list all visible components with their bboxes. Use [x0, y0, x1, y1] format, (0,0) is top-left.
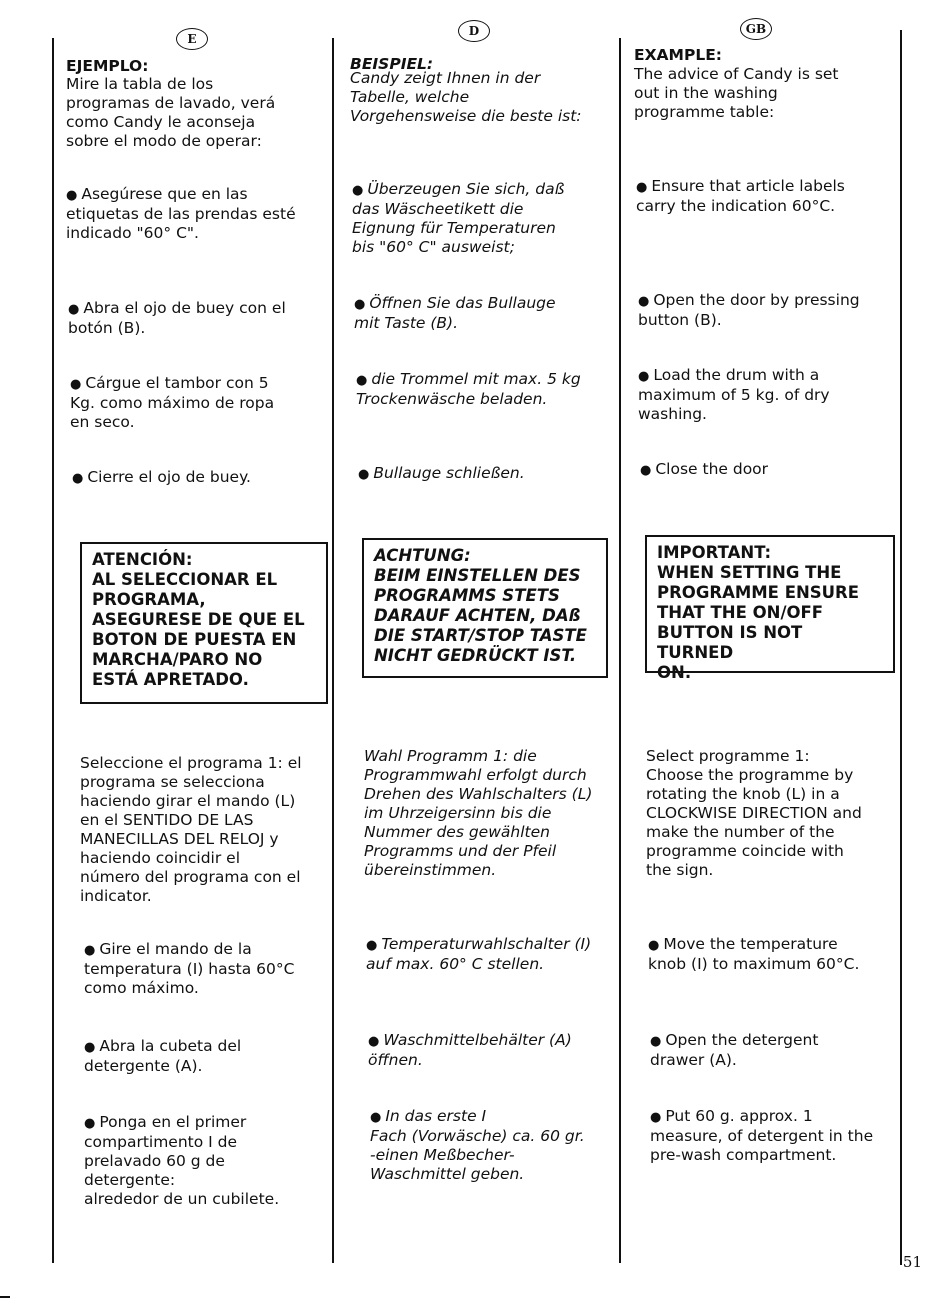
de-select-programme: Wahl Programm 1: die Programmwahl erfolgt durch Drehen des Wahlschalters (L) im Uhrzeigersinn bis die Nummer des gewählten Programms und der Pfeil übereinstimmen.: [364, 747, 593, 879]
gb-select-programme: Select programme 1: Choose the programme by rotating the knob (L) in a CLOCKWISE DIRECTION and make the number of the programme coincide with the sign.: [646, 747, 862, 879]
gb-bullet-prewash: ● Put 60 g. approx. 1 measure, of detergent in the pre-wash compartment.: [650, 1107, 873, 1165]
es-bullet-load-drum: ● Cárgue el tambor con 5 Kg. como máximo de ropa en seco.: [70, 374, 274, 432]
es-select-programme: Seleccione el programa 1: el programa se selecciona haciendo girar el mando (L) en el SENTIDO DE LAS MANECILLAS DEL RELOJ y haciendo coincidir el número del programa con el indicator.: [80, 754, 302, 905]
es-intro: Mire la tabla de los programas de lavado, verá como Candy le aconseja sobre el modo de operar:: [66, 75, 276, 150]
de-bullet-prewash: ● In das erste I Fach (Vorwäsche) ca. 60 gr. -einen Meßbecher- Waschmittel geben.: [370, 1107, 585, 1184]
de-bullet-close-door: ● Bullauge schließen.: [358, 464, 525, 484]
es-bullet-prewash: ● Ponga en el primer compartimento I de prelavado 60 g de detergente: alrededor de un cubilete.: [84, 1113, 279, 1209]
de-bullet-labels: ● Überzeugen Sie sich, daß das Wäscheetikett die Eignung für Temperaturen bis "60° C" ausweist;: [352, 180, 564, 257]
column-rule-mid-right: [619, 38, 621, 1263]
es-bullet-close-door: ● Cierre el ojo de buey.: [72, 468, 251, 488]
gb-bullet-load-drum: ● Load the drum with a maximum of 5 kg. of dry washing.: [638, 366, 830, 424]
gb-bullet-detergent-drawer: ● Open the detergent drawer (A).: [650, 1031, 818, 1070]
es-bullet-detergent-drawer: ● Abra la cubeta del detergente (A).: [84, 1037, 241, 1076]
language-badge-gb: GB: [740, 18, 772, 40]
de-heading: BEISPIEL:: [350, 55, 434, 73]
gb-bullet-close-door: ● Close the door: [640, 460, 768, 480]
es-heading: EJEMPLO:: [66, 57, 149, 75]
gb-bullet-temperature: ● Move the temperature knob (I) to maximum 60°C.: [648, 935, 859, 974]
gb-warning-box: IMPORTANT: WHEN SETTING THE PROGRAMME ENSURE THAT THE ON/OFF BUTTON IS NOT TURNED ON.: [645, 535, 895, 673]
gb-intro: The advice of Candy is set out in the washing programme table:: [634, 65, 839, 121]
de-warning-box: ACHTUNG: BEIM EINSTELLEN DES PROGRAMMS STETS DARAUF ACHTEN, DAß DIE START/STOP TASTE NICHT GEDRÜCKT IST.: [362, 538, 608, 678]
column-rule-right: [900, 30, 902, 1265]
es-warning-box: ATENCIÓN: AL SELECCIONAR EL PROGRAMA, ASEGURESE DE QUE EL BOTON DE PUESTA EN MARCHA/PARO NO ESTÁ APRETADO.: [80, 542, 328, 704]
corner-mark: [0, 1296, 10, 1298]
gb-heading: EXAMPLE:: [634, 46, 722, 64]
de-bullet-detergent-drawer: ● Waschmittelbehälter (A) öffnen.: [368, 1031, 572, 1070]
column-rule-left: [52, 38, 54, 1263]
gb-bullet-labels: ● Ensure that article labels carry the indication 60°C.: [636, 177, 845, 216]
es-bullet-labels: ● Asegúrese que en las etiquetas de las prendas esté indicado "60° C".: [66, 185, 296, 243]
de-intro: Candy zeigt Ihnen in der Tabelle, welche Vorgehensweise die beste ist:: [350, 69, 582, 125]
column-rule-mid-left: [332, 38, 334, 1263]
language-badge-de: D: [458, 20, 490, 42]
es-bullet-temperature: ● Gire el mando de la temperatura (I) hasta 60°C como máximo.: [84, 940, 294, 998]
language-badge-es: E: [176, 28, 208, 50]
gb-bullet-open-door: ● Open the door by pressing button (B).: [638, 291, 860, 330]
de-bullet-temperature: ● Temperaturwahlschalter (I) auf max. 60° C stellen.: [366, 935, 591, 974]
es-bullet-open-door: ● Abra el ojo de buey con el botón (B).: [68, 299, 286, 338]
page-number: 51: [902, 1253, 922, 1271]
de-bullet-open-door: ● Öffnen Sie das Bullauge mit Taste (B).: [354, 294, 556, 333]
de-bullet-load-drum: ● die Trommel mit max. 5 kg Trockenwäsche beladen.: [356, 370, 581, 409]
